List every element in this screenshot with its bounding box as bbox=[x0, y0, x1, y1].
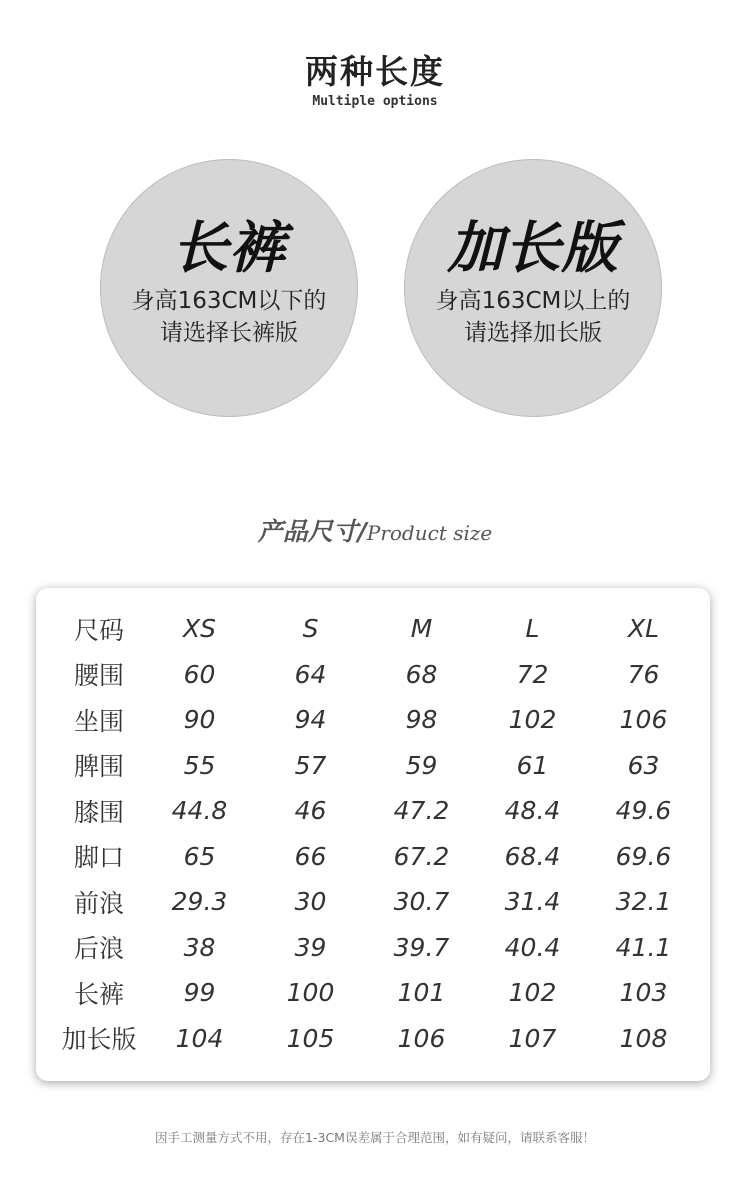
table-cell: 105 bbox=[286, 1023, 335, 1053]
option-name: 加长版 bbox=[447, 216, 619, 281]
table-cell: XL bbox=[627, 614, 660, 644]
option-circle-long bbox=[405, 160, 661, 416]
row-label: 尺码 bbox=[73, 615, 124, 645]
table-cell: 101 bbox=[397, 978, 446, 1008]
table-cell: 99 bbox=[183, 978, 216, 1008]
option-circle-regular bbox=[101, 160, 357, 416]
table-cell: 107 bbox=[508, 1023, 557, 1053]
table-row bbox=[54, 834, 699, 880]
size-table-card bbox=[36, 588, 710, 1081]
table-cell: 38 bbox=[183, 932, 216, 962]
row-label: 后浪 bbox=[73, 934, 124, 964]
option-name: 长裤 bbox=[172, 216, 286, 281]
row-label: 膝围 bbox=[73, 797, 124, 827]
table-cell: 102 bbox=[508, 705, 557, 735]
option-desc-line1: 身高163CM以下的 bbox=[131, 288, 327, 314]
table-cell: XS bbox=[183, 614, 216, 644]
table-cell: 46 bbox=[294, 796, 327, 826]
table-cell: 60 bbox=[183, 659, 216, 689]
table-cell: 64 bbox=[294, 659, 327, 689]
table-cell: 31.4 bbox=[504, 887, 561, 917]
option-desc-line2: 请选择长裤版 bbox=[160, 320, 298, 346]
table-row bbox=[54, 970, 699, 1016]
table-cell: S bbox=[302, 614, 319, 644]
table-cell: 41.1 bbox=[615, 932, 672, 962]
table-cell: 66 bbox=[294, 841, 327, 871]
table-cell: 100 bbox=[286, 978, 335, 1008]
size-heading-cn: 产品尺寸/ bbox=[257, 517, 367, 546]
row-label: 坐围 bbox=[73, 706, 124, 736]
table-row bbox=[54, 925, 699, 971]
table-cell: 106 bbox=[397, 1023, 446, 1053]
table-cell: 65 bbox=[183, 841, 216, 871]
table-row bbox=[54, 652, 699, 698]
row-label: 脾围 bbox=[73, 752, 124, 782]
row-label: 前浪 bbox=[73, 888, 124, 918]
table-row bbox=[54, 743, 699, 789]
table-cell: 103 bbox=[619, 978, 668, 1008]
table-cell: 72 bbox=[516, 659, 549, 689]
row-label: 长裤 bbox=[73, 979, 124, 1009]
table-cell: 30 bbox=[294, 887, 327, 917]
page-subtitle: Multiple options bbox=[312, 94, 438, 109]
table-cell: 68 bbox=[405, 659, 438, 689]
option-desc-line2: 请选择加长版 bbox=[464, 320, 602, 346]
table-cell: 39 bbox=[294, 932, 327, 962]
row-label: 腰围 bbox=[73, 661, 124, 691]
table-cell: 61 bbox=[516, 750, 549, 780]
table-cell: 94 bbox=[294, 705, 327, 735]
table-cell: 40.4 bbox=[504, 932, 561, 962]
page-title: 两种长度 bbox=[305, 52, 445, 91]
table-cell: 67.2 bbox=[393, 841, 450, 871]
table-cell: 98 bbox=[405, 705, 438, 735]
table-cell: 55 bbox=[183, 750, 216, 780]
size-heading bbox=[0, 512, 750, 548]
table-cell: 57 bbox=[294, 750, 327, 780]
size-heading-en: Product size bbox=[366, 521, 493, 545]
size-table bbox=[54, 606, 699, 1061]
row-label: 加长版 bbox=[61, 1025, 137, 1055]
table-row bbox=[54, 879, 699, 925]
table-cell: 63 bbox=[627, 750, 660, 780]
table-cell: 32.1 bbox=[615, 887, 672, 917]
table-cell: 69.6 bbox=[615, 841, 672, 871]
table-cell: 102 bbox=[508, 978, 557, 1008]
footer-note: 因手工测量方式不用，存在1-3CM误差属于合理范围，如有疑问，请联系客服！ bbox=[155, 1130, 595, 1145]
table-cell: 29.3 bbox=[171, 887, 228, 917]
table-cell: 59 bbox=[405, 750, 438, 780]
table-row bbox=[54, 697, 699, 743]
title-block bbox=[0, 52, 750, 109]
table-cell: 48.4 bbox=[504, 796, 561, 826]
table-cell: 76 bbox=[627, 659, 660, 689]
table-cell: M bbox=[410, 614, 433, 644]
option-desc-line1: 身高163CM以上的 bbox=[435, 288, 631, 314]
row-label: 脚口 bbox=[73, 843, 124, 873]
table-cell: 108 bbox=[619, 1023, 668, 1053]
table-header-row bbox=[54, 606, 699, 652]
table-row bbox=[54, 1016, 699, 1062]
table-cell: 106 bbox=[619, 705, 668, 735]
table-cell: 44.8 bbox=[171, 796, 228, 826]
table-row bbox=[54, 788, 699, 834]
table-cell: 49.6 bbox=[615, 796, 672, 826]
table-cell: 30.7 bbox=[393, 887, 450, 917]
table-cell: L bbox=[525, 614, 540, 644]
table-cell: 39.7 bbox=[393, 932, 450, 962]
table-cell: 47.2 bbox=[393, 796, 450, 826]
table-cell: 104 bbox=[175, 1023, 224, 1053]
table-cell: 90 bbox=[183, 705, 216, 735]
table-cell: 68.4 bbox=[504, 841, 561, 871]
